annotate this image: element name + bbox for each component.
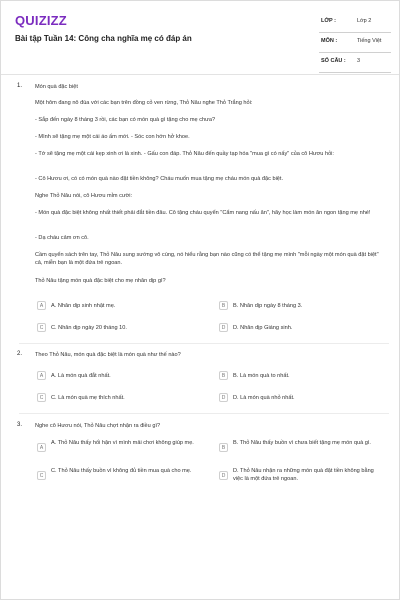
option-text: A. Nhân dịp sinh nhật mẹ. <box>51 303 116 309</box>
question-heading: Nghe cô Hươu nói, Thỏ Nâu chợt nhận ra điều gì? <box>35 423 161 429</box>
question-number: 3. <box>17 422 23 428</box>
passage-paragraph: Cầm quyển sách trên tay, Thỏ Nâu sung sướng vô cùng, nó hiểu rằng bạn nào cũng có thể tặng mẹ mình "mỗi ngày một món quà đặt biệt" cả, miễn bạn là một đứa trẻ ngoan. <box>35 252 379 266</box>
passage-paragraph: Nghe Thỏ Nâu nói, cô Hươu mỉm cười: <box>35 193 133 199</box>
option-d[interactable] <box>219 323 379 335</box>
meta-row-count <box>319 53 391 73</box>
option-letter-box: A <box>37 443 46 452</box>
question-number: 1. <box>17 83 23 89</box>
meta-key: MÔN : <box>321 38 338 44</box>
option-b[interactable] <box>219 439 389 459</box>
option-letter-box: A <box>37 371 46 380</box>
passage-paragraph: Một hôm đang nô đùa với các bạn trên đồng cỏ ven rừng, Thỏ Nâu nghe Thỏ Trắng hỏi: <box>35 100 253 106</box>
option-letter-box: B <box>219 371 228 380</box>
meta-value: Tiếng Việt <box>357 38 382 44</box>
option-letter-box: B <box>219 301 228 310</box>
worksheet-title: Bài tập Tuần 14: Công cha nghĩa mẹ có đáp án <box>15 34 192 43</box>
option-text: B. Nhân dịp ngày 8 tháng 3. <box>233 303 303 309</box>
question-divider <box>19 413 389 414</box>
option-text: C. Là món quà mẹ thích nhất. <box>51 395 125 401</box>
option-text: C. Thỏ Nâu thấy buồn vì không đủ tiền mua quà cho mẹ. <box>51 468 192 474</box>
question-prompt: Thỏ Nâu tặng món quà đặc biệt cho mẹ nhân dịp gì? <box>35 278 166 284</box>
meta-row-grade <box>319 13 391 33</box>
option-a[interactable] <box>37 301 197 313</box>
option-text: B. Thỏ Nâu thấy buồn vì chưa biết tặng mẹ món quà gì. <box>233 440 371 446</box>
option-text: A. Thỏ Nâu thấy hối hận vì mình mải chơi không giúp mẹ. <box>51 440 194 446</box>
option-b[interactable] <box>219 301 379 313</box>
question-heading: Món quà đặc biệt <box>35 84 78 90</box>
passage-paragraph: - Cô Hươu ơi, có có món quà nào đặt tiền không? Cháu muốn mua tặng mẹ cháu món quà đặc biệt. <box>35 176 284 182</box>
option-letter-box: D <box>219 323 228 332</box>
question-heading: Theo Thỏ Nâu, món quà đặc biệt là món quà như thế nào? <box>35 352 181 358</box>
option-letter-box: C <box>37 323 46 332</box>
option-a[interactable] <box>37 371 197 383</box>
meta-value: 3 <box>357 58 361 64</box>
option-c[interactable] <box>37 467 205 487</box>
worksheet-header <box>1 1 399 71</box>
option-letter-box: C <box>37 471 46 480</box>
option-letter-box: D <box>219 393 228 402</box>
quizizz-logo: QUIZIZZ <box>15 13 67 28</box>
option-text: D. Thỏ Nâu nhận ra những món quà đặt tiền không bằng việc là một đứa trẻ ngoan. <box>233 468 374 482</box>
passage-paragraph: - Món quà đặc biệt không nhất thiết phải đắt tiền đâu. Cô tặng cháu quyển "Cẩm nang nấu ăn", hãy học làm món ăn ngon tặng mẹ nhé! <box>35 210 371 216</box>
option-d[interactable] <box>219 393 379 405</box>
worksheet-meta <box>319 13 391 73</box>
passage-paragraph: - Mình sẽ tặng mẹ một cái áo ấm mới. - Sóc con hớn hở khoe. <box>35 134 190 140</box>
option-letter-box: C <box>37 393 46 402</box>
meta-key: SỐ CÂU : <box>321 58 346 64</box>
option-text: D. Là món quà nhỏ nhất. <box>233 395 295 401</box>
meta-value: Lớp 2 <box>357 18 372 24</box>
option-text: D. Nhân dịp Giáng sinh. <box>233 325 293 331</box>
option-text: A. Là món quà đắt nhất. <box>51 373 111 379</box>
option-letter-box: A <box>37 301 46 310</box>
option-c[interactable] <box>37 393 197 405</box>
option-text: B. Là món quà to nhất. <box>233 373 290 379</box>
question-number: 2. <box>17 351 23 357</box>
header-divider <box>1 74 399 75</box>
option-c[interactable] <box>37 323 197 335</box>
option-letter-box: B <box>219 443 228 452</box>
passage-paragraph: - Tớ sẽ tặng mẹ một cái kẹp xinh ơi là xinh. - Gấu con đáp. Thỏ Nâu đến quầy tạp hóa "mua gì có nấy" của cô Hươu hỏi: <box>35 151 334 157</box>
question-divider <box>19 343 389 344</box>
option-d[interactable] <box>219 467 389 487</box>
meta-row-subject <box>319 33 391 53</box>
option-text: C. Nhân dịp ngày 20 tháng 10. <box>51 325 127 331</box>
passage-paragraph: - Sắp đến ngày 8 tháng 3 rồi, các bạn có món quà gì tặng cho mẹ chưa? <box>35 117 216 123</box>
option-letter-box: D <box>219 471 228 480</box>
meta-key: LỚP : <box>321 18 336 24</box>
option-a[interactable] <box>37 439 205 459</box>
option-b[interactable] <box>219 371 379 383</box>
passage-paragraph: - Dạ cháu cảm ơn cô. <box>35 235 89 241</box>
